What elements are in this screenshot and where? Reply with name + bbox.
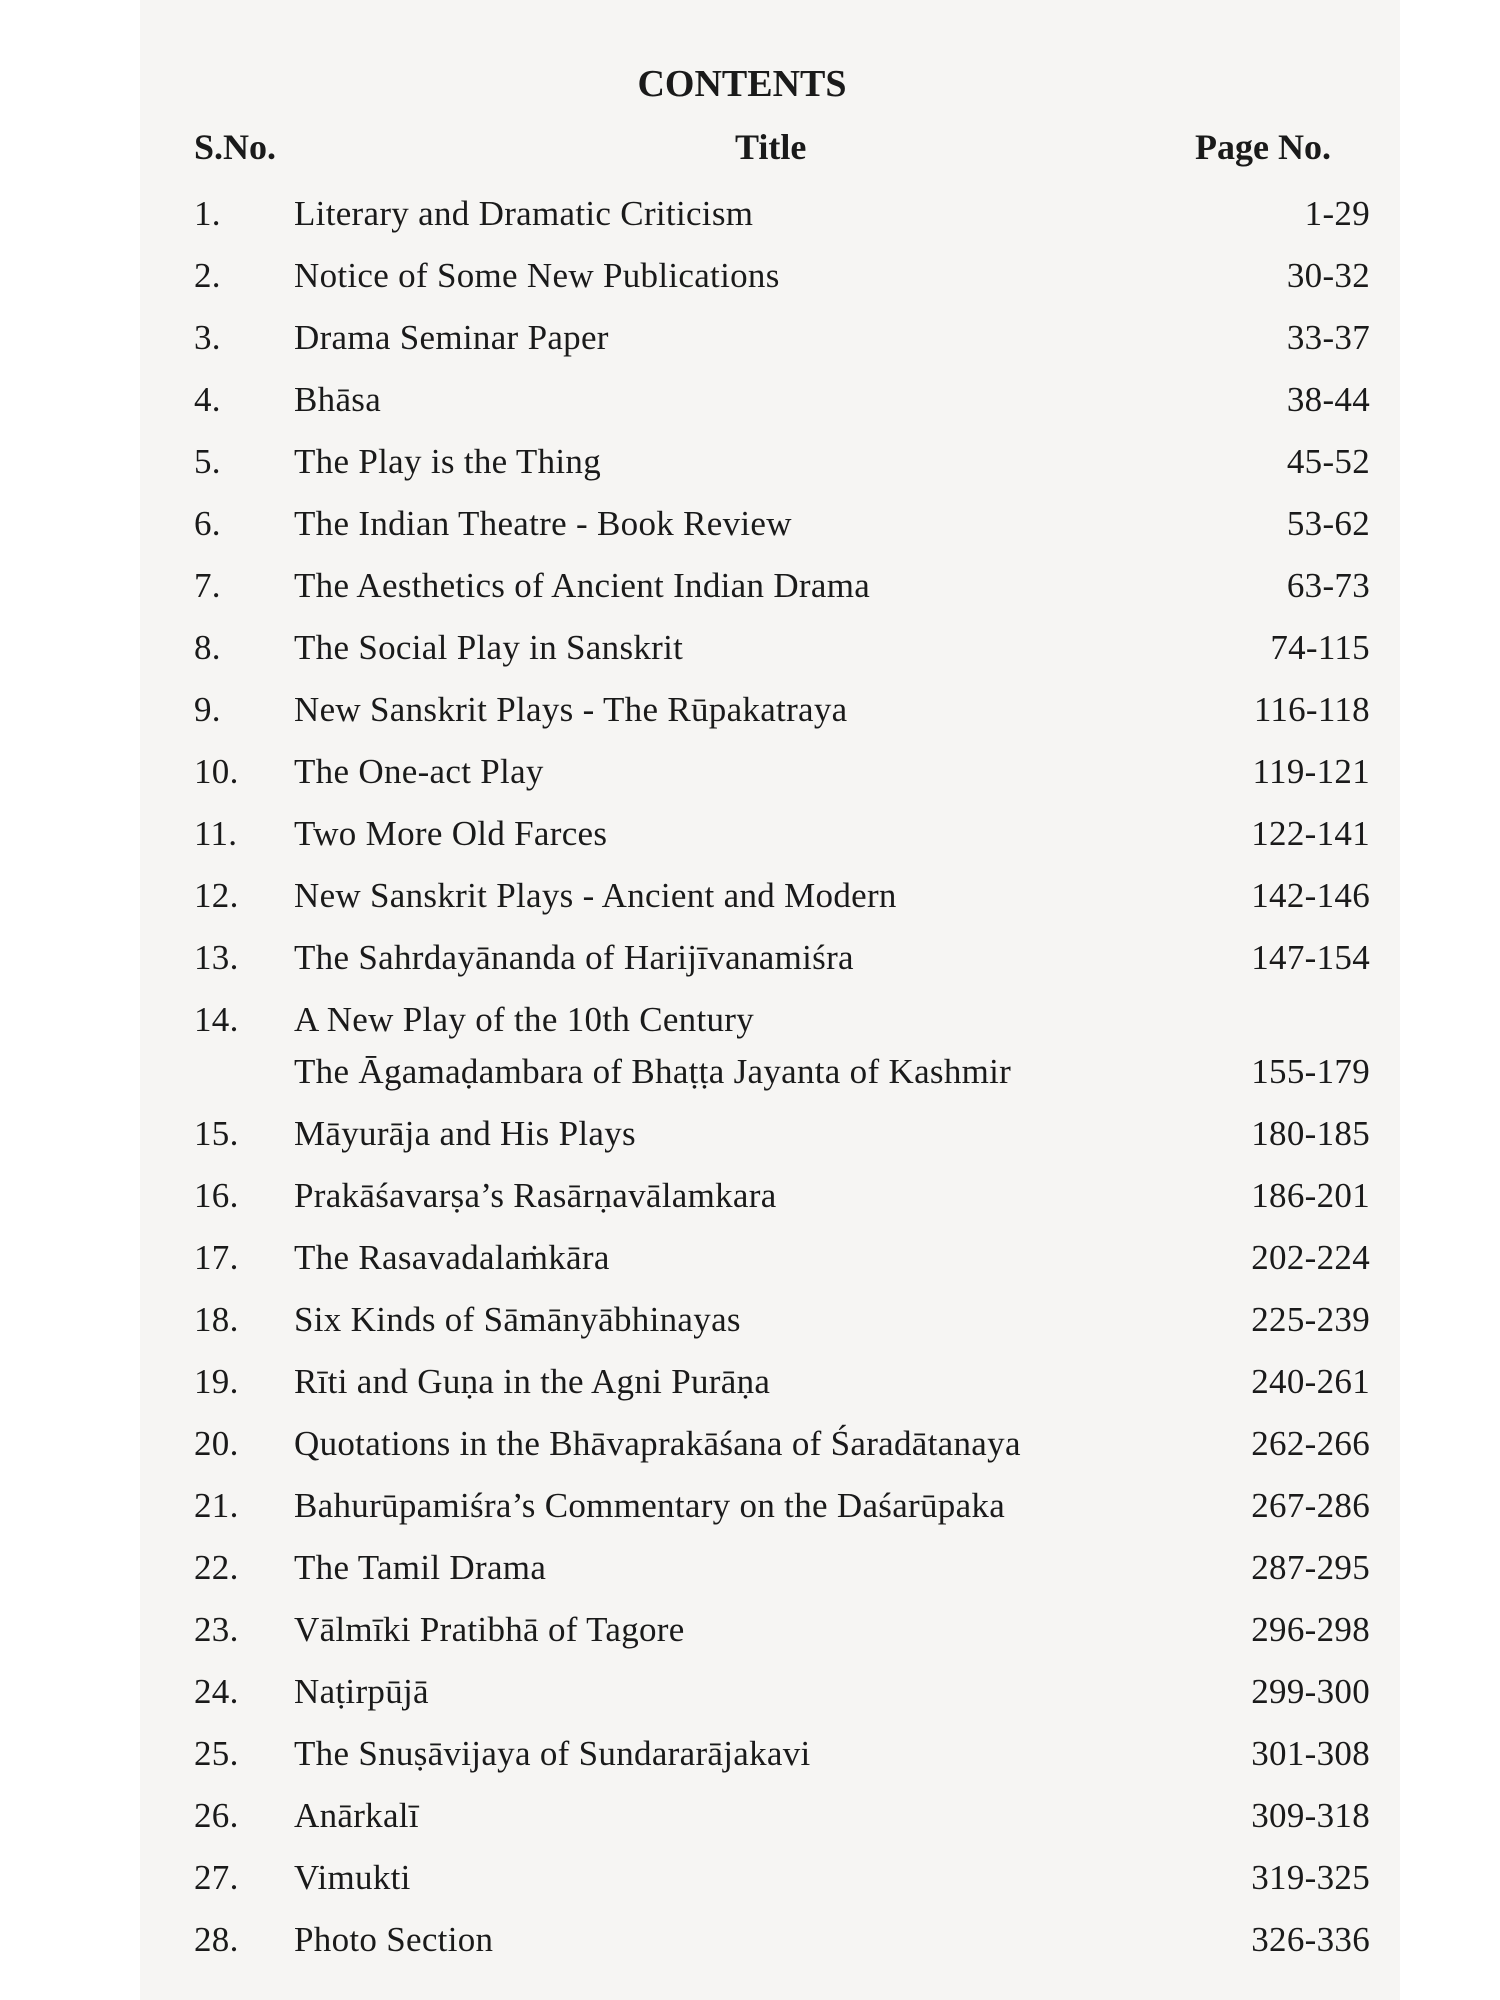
toc-entry [140, 927, 1400, 989]
entry-page-range: 142-146 [1251, 876, 1370, 915]
toc-entry [140, 989, 1400, 1103]
entry-title: The Social Play in Sanskrit [294, 628, 684, 667]
toc-entry [140, 1227, 1400, 1289]
entry-number: 9. [194, 690, 221, 729]
entry-title: The Play is the Thing [294, 442, 602, 481]
toc-entry [140, 493, 1400, 555]
entry-page-range: 116-118 [1253, 690, 1370, 729]
entry-page-range: 287-295 [1251, 1548, 1370, 1587]
entry-number: 8. [194, 628, 221, 667]
entry-title: Rīti and Guṇa in the Agni Purāṇa [294, 1362, 771, 1401]
entry-number: 6. [194, 504, 221, 543]
toc-entry [140, 1165, 1400, 1227]
entry-title: Drama Seminar Paper [294, 318, 609, 357]
toc-entry [140, 1289, 1400, 1351]
toc-entry [140, 865, 1400, 927]
toc-entry [140, 245, 1400, 307]
entry-title: Bahurūpamiśra’s Commentary on the Daśarūpaka [294, 1486, 1006, 1525]
entry-title: The Aesthetics of Ancient Indian Drama [294, 566, 871, 605]
entry-number: 21. [194, 1486, 239, 1525]
entry-title: Naṭirpūjā [294, 1672, 429, 1711]
entry-page-range: 267-286 [1251, 1486, 1370, 1525]
entry-title: Prakāśavarṣa’s Rasārṇavālamkara [294, 1176, 777, 1215]
entry-page-range: 319-325 [1251, 1858, 1370, 1897]
entry-title: Bhāsa [294, 380, 382, 419]
entry-page-range: 326-336 [1251, 1920, 1370, 1959]
entry-page-range: 186-201 [1251, 1176, 1370, 1215]
entry-page-range: 155-179 [1251, 1052, 1370, 1091]
entry-page-range: 30-32 [1286, 256, 1370, 295]
entry-page-range: 262-266 [1251, 1424, 1370, 1463]
book-page [140, 0, 1400, 2000]
entry-number: 19. [194, 1362, 239, 1401]
entry-title: New Sanskrit Plays - Ancient and Modern [294, 876, 897, 915]
entry-title: Quotations in the Bhāvaprakāśana of Śaradātanaya [294, 1424, 1021, 1463]
entry-title: A New Play of the 10th Century [294, 1000, 755, 1039]
entry-title: Māyurāja and His Plays [294, 1114, 636, 1153]
toc-entry [140, 1723, 1400, 1785]
entry-title: The One-act Play [294, 752, 544, 791]
entry-number: 18. [194, 1300, 239, 1339]
entry-number: 20. [194, 1424, 239, 1463]
entry-number: 15. [194, 1114, 239, 1153]
entry-number: 22. [194, 1548, 239, 1587]
entry-number: 26. [194, 1796, 239, 1835]
entry-page-range: 147-154 [1251, 938, 1370, 977]
entry-page-range: 296-298 [1251, 1610, 1370, 1649]
entry-number: 16. [194, 1176, 239, 1215]
entry-number: 3. [194, 318, 221, 357]
column-header-page: Page No. [1195, 127, 1331, 167]
toc-entry [140, 741, 1400, 803]
toc-entry [140, 1661, 1400, 1723]
entry-page-range: 53-62 [1286, 504, 1370, 543]
toc-entry [140, 1785, 1400, 1847]
toc-entry [140, 803, 1400, 865]
entry-number: 12. [194, 876, 239, 915]
toc-entry [140, 555, 1400, 617]
entry-number: 13. [194, 938, 239, 977]
entry-number: 5. [194, 442, 221, 481]
entry-number: 2. [194, 256, 221, 295]
toc-entry [140, 679, 1400, 741]
entry-page-range: 45-52 [1286, 442, 1370, 481]
entry-number: 27. [194, 1858, 239, 1897]
toc-entry [140, 307, 1400, 369]
entry-subtitle: The Āgamaḍambara of Bhaṭṭa Jayanta of Kashmir [294, 1052, 1012, 1091]
entry-title: Vālmīki Pratibhā of Tagore [294, 1610, 685, 1649]
toc-entry [140, 1351, 1400, 1413]
entry-title: Six Kinds of Sāmānyābhinayas [294, 1300, 741, 1339]
toc-entry [140, 1599, 1400, 1661]
entry-page-range: 299-300 [1251, 1672, 1370, 1711]
entry-title: Photo Section [294, 1920, 494, 1959]
entry-page-range: 225-239 [1251, 1300, 1370, 1339]
entry-number: 11. [194, 814, 238, 853]
column-header-sno: S.No. [194, 127, 277, 167]
entry-page-range: 38-44 [1286, 380, 1370, 419]
entry-number: 7. [194, 566, 221, 605]
table-of-contents [140, 183, 1400, 1971]
entry-title: Vimukti [294, 1858, 411, 1897]
toc-entry [140, 1909, 1400, 1971]
entry-number: 17. [194, 1238, 239, 1277]
entry-page-range: 202-224 [1251, 1238, 1370, 1277]
entry-title: Two More Old Farces [294, 814, 608, 853]
entry-title: The Snuṣāvijaya of Sundararājakavi [294, 1734, 811, 1773]
entry-title: The Tamil Drama [294, 1548, 547, 1587]
entry-page-range: 122-141 [1251, 814, 1370, 853]
entry-number: 10. [194, 752, 239, 791]
toc-entry [140, 1103, 1400, 1165]
entry-page-range: 301-308 [1251, 1734, 1370, 1773]
toc-entry [140, 1847, 1400, 1909]
entry-number: 4. [194, 380, 221, 419]
entry-title: Notice of Some New Publications [294, 256, 780, 295]
entry-title: The Sahrdayānanda of Harijīvanamiśra [294, 938, 854, 977]
toc-entry [140, 1475, 1400, 1537]
entry-number: 28. [194, 1920, 239, 1959]
toc-entry [140, 369, 1400, 431]
entry-title: The Indian Theatre - Book Review [294, 504, 792, 543]
entry-page-range: 240-261 [1251, 1362, 1370, 1401]
entry-number: 1. [194, 194, 221, 233]
entry-number: 25. [194, 1734, 239, 1773]
entry-title: The Rasavadalaṁkāra [294, 1238, 610, 1277]
toc-entry [140, 183, 1400, 245]
entry-number: 24. [194, 1672, 239, 1711]
entry-title: Anārkalī [294, 1796, 419, 1835]
toc-entry [140, 1537, 1400, 1599]
entry-number: 23. [194, 1610, 239, 1649]
column-header-title: Title [735, 127, 807, 167]
entry-page-range: 180-185 [1251, 1114, 1370, 1153]
entry-page-range: 74-115 [1270, 628, 1370, 667]
entry-page-range: 1-29 [1304, 194, 1370, 233]
entry-page-range: 63-73 [1286, 566, 1370, 605]
entry-page-range: 33-37 [1286, 318, 1370, 357]
contents-heading: CONTENTS [637, 63, 847, 105]
entry-number: 14. [194, 1000, 239, 1039]
entry-page-range: 119-121 [1252, 752, 1370, 791]
toc-entry [140, 617, 1400, 679]
toc-entry [140, 1413, 1400, 1475]
entry-title: New Sanskrit Plays - The Rūpakatraya [294, 690, 848, 729]
entry-page-range: 309-318 [1251, 1796, 1370, 1835]
toc-entry [140, 431, 1400, 493]
entry-title: Literary and Dramatic Criticism [294, 194, 754, 233]
